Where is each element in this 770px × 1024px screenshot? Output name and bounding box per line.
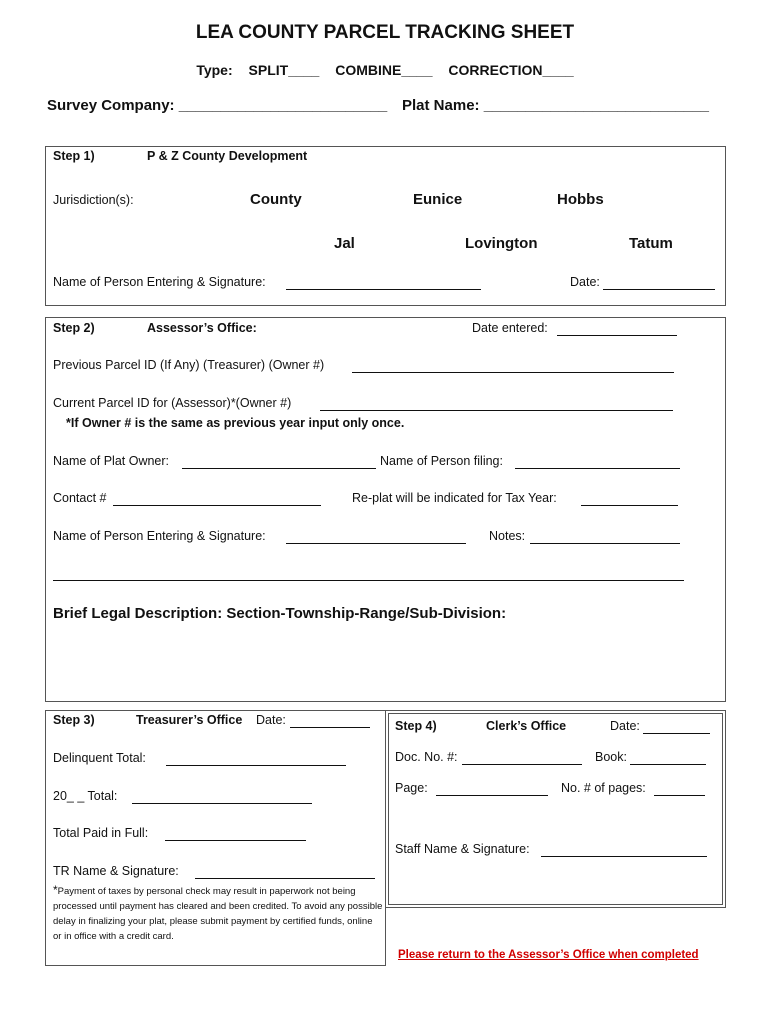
return-note: Please return to the Assessor’s Office when completed — [398, 949, 699, 961]
delinquent-total-field[interactable] — [166, 765, 346, 766]
step4-date-label: Date: — [610, 719, 640, 733]
step2-signature-label: Name of Person Entering & Signature: — [53, 529, 266, 543]
survey-company-field[interactable]: Survey Company: _________________________ — [47, 97, 388, 114]
step2-title: Assessor’s Office: — [147, 321, 257, 335]
step1-signature-label: Name of Person Entering & Signature: — [53, 275, 266, 289]
jurisdiction-county[interactable]: County — [250, 191, 302, 208]
notes-field[interactable] — [530, 543, 680, 544]
contact-label: Contact # — [53, 491, 107, 505]
step1-signature-field[interactable] — [286, 289, 481, 290]
type-combine-field[interactable]: COMBINE____ — [335, 62, 433, 78]
year-total-field[interactable] — [132, 803, 312, 804]
jurisdiction-jal[interactable]: Jal — [334, 235, 355, 252]
doc-no-label: Doc. No. #: — [395, 750, 458, 764]
total-paid-label: Total Paid in Full: — [53, 826, 149, 840]
previous-parcel-field[interactable] — [352, 372, 674, 373]
book-label: Book: — [595, 750, 627, 764]
step3-label: Step 3) — [53, 713, 95, 727]
page-title: LEA COUNTY PARCEL TRACKING SHEET — [195, 22, 575, 43]
type-correction-field[interactable]: CORRECTION____ — [448, 62, 574, 78]
num-pages-label: No. # of pages: — [561, 781, 646, 795]
date-entered-label: Date entered: — [472, 321, 548, 335]
jurisdiction-label: Jurisdiction(s): — [53, 193, 134, 207]
tr-name-label: TR Name & Signature: — [53, 864, 179, 878]
legal-description-label: Brief Legal Description: Section-Township-Range/Sub-Division: — [53, 605, 507, 622]
step1-date-label: Date: — [570, 275, 600, 289]
replat-label: Re-plat will be indicated for Tax Year: — [352, 491, 557, 505]
step4-title: Clerk’s Office — [486, 719, 567, 733]
type-label: Type: — [196, 62, 233, 78]
replat-field[interactable] — [581, 505, 678, 506]
page-field[interactable] — [436, 795, 548, 796]
current-parcel-field[interactable] — [320, 410, 673, 411]
notes-label: Notes: — [489, 529, 526, 543]
payment-note — [53, 883, 383, 944]
type-line — [0, 62, 770, 78]
date-entered-field[interactable] — [557, 335, 677, 336]
total-paid-field[interactable] — [165, 840, 306, 841]
current-parcel-label: Current Parcel ID for (Assessor)*(Owner #) — [53, 396, 292, 410]
step2-box — [45, 317, 726, 702]
type-split-field[interactable]: SPLIT____ — [248, 62, 320, 78]
book-field[interactable] — [630, 764, 706, 765]
owner-note: *If Owner # is the same as previous year input only once. — [66, 416, 405, 430]
step2-label: Step 2) — [53, 321, 95, 335]
page-label: Page: — [395, 781, 428, 795]
step3-date-field[interactable] — [290, 727, 370, 728]
tr-name-field[interactable] — [195, 878, 375, 879]
jurisdiction-tatum[interactable]: Tatum — [629, 235, 673, 252]
step3-title: Treasurer’s Office — [136, 713, 243, 727]
note-text: Payment of taxes by personal check may result in paperwork not being processed until payment has cleared and been credited. To avoid any possible delay in finalizing your plat, please submit payment by certified funds, online or in office with a credit card. — [53, 886, 383, 942]
plat-owner-label: Name of Plat Owner: — [53, 454, 170, 468]
jurisdiction-eunice[interactable]: Eunice — [413, 191, 463, 208]
step4-date-field[interactable] — [643, 733, 710, 734]
step4-label: Step 4) — [395, 719, 437, 733]
staff-name-label: Staff Name & Signature: — [395, 842, 530, 856]
jurisdiction-hobbs[interactable]: Hobbs — [557, 191, 604, 208]
delinquent-total-label: Delinquent Total: — [53, 751, 146, 765]
doc-no-field[interactable] — [462, 764, 582, 765]
jurisdiction-lovington[interactable]: Lovington — [465, 235, 538, 252]
contact-field[interactable] — [113, 505, 321, 506]
step2-signature-field[interactable] — [286, 543, 466, 544]
plat-name-field[interactable]: Plat Name: ___________________________ — [402, 97, 709, 114]
year-total-label: 20_ _ Total: — [53, 789, 118, 803]
plat-owner-field[interactable] — [182, 468, 376, 469]
previous-parcel-label: Previous Parcel ID (If Any) (Treasurer) (Owner #) — [53, 358, 325, 372]
staff-name-field[interactable] — [541, 856, 707, 857]
step1-date-field[interactable] — [603, 289, 715, 290]
step1-label: Step 1) — [53, 149, 95, 163]
step1-title: P & Z County Development — [147, 149, 308, 163]
notes-extra-line[interactable] — [53, 580, 684, 581]
person-filing-field[interactable] — [515, 468, 680, 469]
step4-inner-box — [388, 713, 723, 905]
num-pages-field[interactable] — [654, 795, 705, 796]
note-star: * — [53, 883, 58, 897]
step3-date-label: Date: — [256, 713, 286, 727]
person-filing-label: Name of Person filing: — [380, 454, 503, 468]
